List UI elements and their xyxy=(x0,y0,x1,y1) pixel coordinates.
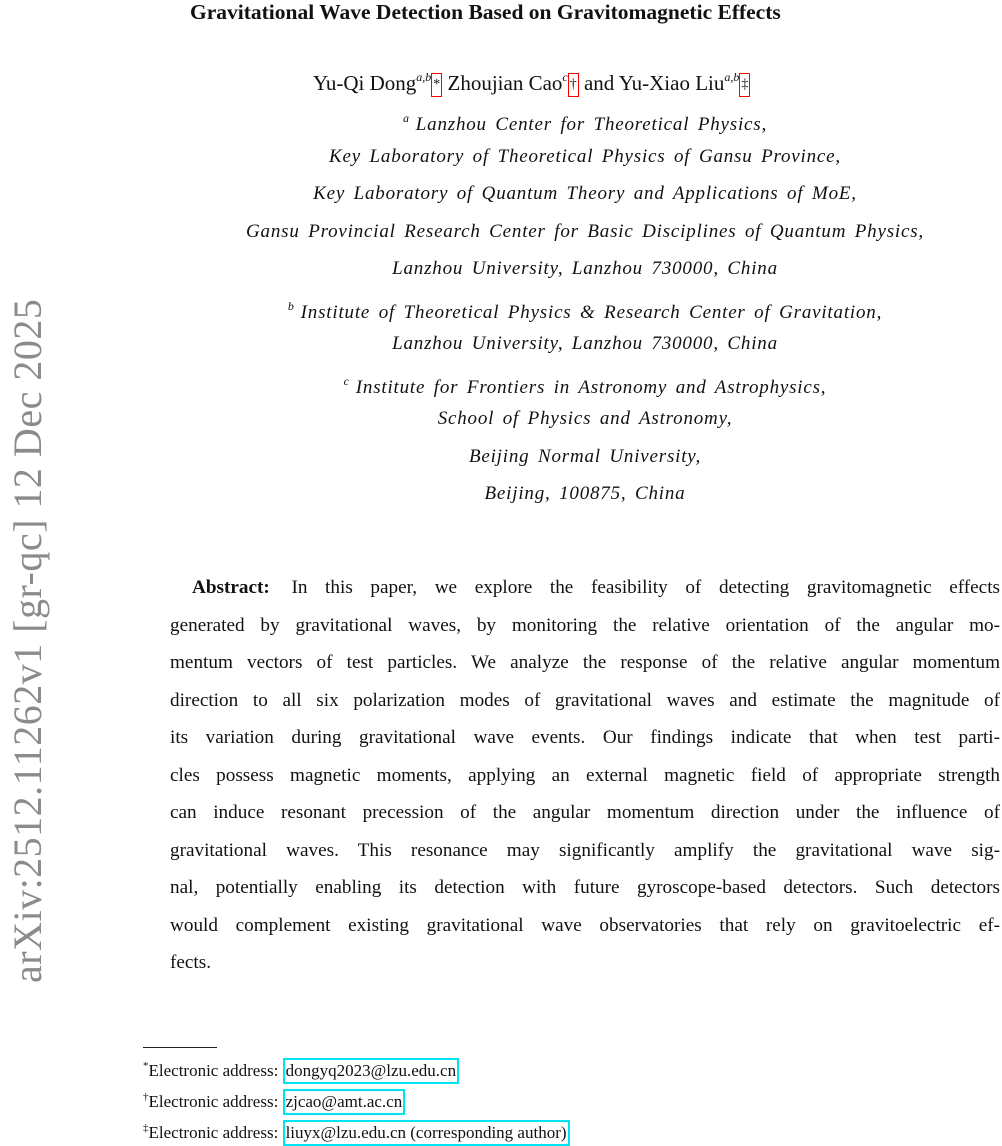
footnote-mark: * xyxy=(143,1060,149,1072)
author-affiliation-sup: a,b xyxy=(724,70,740,84)
paper-title: Gravitational Wave Detection Based on Gravitomagnetic Effects xyxy=(190,0,781,24)
affiliation-line xyxy=(160,363,1002,401)
footnote-link-1[interactable]: * xyxy=(431,73,442,97)
affiliation-text: Institute of Theoretical Physics & Research Center of Gravitation, xyxy=(300,301,883,323)
footnote xyxy=(143,1053,570,1084)
footnote-mark: † xyxy=(143,1091,149,1103)
abstract-label: Abstract: xyxy=(192,577,270,598)
footnote-link-2[interactable]: † xyxy=(568,73,579,97)
affiliation-text: Gansu Provincial Research Center for Basic Disciplines of Quantum Physics, xyxy=(246,220,924,242)
affiliation-line xyxy=(160,213,1002,251)
abstract-line: cles possess magnetic moments, applying an external magnetic field of appropriate strength xyxy=(170,764,1000,786)
abstract-line: fects. xyxy=(170,952,212,973)
authors-conjunction: and xyxy=(583,71,615,95)
footnote-label: Electronic address: xyxy=(148,1123,279,1142)
affiliation-text: Lanzhou University, Lanzhou 730000, China xyxy=(392,333,778,354)
author-name: Yu-Qi Dong xyxy=(313,71,417,95)
footnote-label: Electronic address: xyxy=(148,1092,279,1111)
affiliation-block xyxy=(160,100,1002,513)
abstract-line: can induce resonant precession of the angular momentum direction under the influence of xyxy=(170,802,1000,823)
email-link[interactable]: zjcao@amt.ac.cn xyxy=(283,1089,406,1115)
abstract-line: nal, potentially enabling its detection with future gyroscope-based detectors. Such detectors xyxy=(170,877,1000,898)
footnote xyxy=(143,1115,570,1146)
abstract-text: In this paper, we explore the feasibility of detecting gravitomagnetic effects xyxy=(291,577,1000,598)
affiliation-text: Lanzhou University, Lanzhou 730000, China xyxy=(392,258,778,279)
affiliation-text: Key Laboratory of Theoretical Physics of Gansu Province, xyxy=(329,145,841,167)
affiliation-text: Lanzhou Center for Theoretical Physics, xyxy=(415,114,768,135)
footnote xyxy=(143,1084,570,1115)
affiliation-line xyxy=(160,250,1002,288)
abstract-line: mentum vectors of test particles. We analyze the response of the relative angular momentum xyxy=(170,652,1000,673)
footnote-separator xyxy=(143,1047,217,1048)
abstract-line: its variation during gravitational wave events. Our findings indicate that when test parti- xyxy=(170,727,1000,748)
affiliation-sup: a xyxy=(402,111,410,125)
author-affiliation-sup: c xyxy=(562,70,568,84)
author-name: Yu-Xiao Liu xyxy=(618,71,725,95)
footnote-mark: ‡ xyxy=(143,1122,149,1134)
author-name: Zhoujian Cao xyxy=(447,71,563,95)
abstract-line xyxy=(170,569,1000,607)
affiliation-sup: b xyxy=(287,298,295,313)
affiliation-line xyxy=(160,288,1002,326)
footnotes xyxy=(143,1053,570,1146)
affiliation-line xyxy=(160,438,1002,476)
affiliation-text: School of Physics and Astronomy, xyxy=(437,408,733,429)
affiliation-line xyxy=(160,175,1002,213)
affiliation-line xyxy=(160,400,1002,438)
author-list xyxy=(313,62,750,98)
affiliation-sup: c xyxy=(343,373,350,388)
affiliation-text: Key Laboratory of Quantum Theory and Applications of MoE, xyxy=(313,183,857,204)
affiliation-text: Beijing Normal University, xyxy=(468,445,702,467)
arxiv-identifier-stamp: arXiv:2512.11262v1 [gr-qc] 12 Dec 2025 xyxy=(5,298,50,983)
abstract-line: would complement existing gravitational wave observatories that rely on gravitoelectric ef- xyxy=(170,914,1000,936)
affiliation-line xyxy=(160,100,1002,138)
abstract-line: gravitational waves. This resonance may significantly amplify the gravitational wave sig- xyxy=(170,839,1000,861)
footnote-link-3[interactable]: ‡ xyxy=(739,73,750,97)
affiliation-line xyxy=(160,475,1002,513)
abstract xyxy=(170,569,1000,982)
email-link[interactable]: dongyq2023@lzu.edu.cn xyxy=(283,1058,460,1084)
email-link[interactable]: liuyx@lzu.edu.cn (corresponding author) xyxy=(283,1120,570,1146)
affiliation-text: Institute for Frontiers in Astronomy and Astrophysics, xyxy=(355,376,827,398)
author-affiliation-sup: a,b xyxy=(416,70,432,84)
affiliation-text: Beijing, 100875, China xyxy=(484,483,686,504)
affiliation-line xyxy=(160,325,1002,363)
affiliation-line xyxy=(160,138,1002,176)
footnote-label: Electronic address: xyxy=(148,1061,279,1080)
abstract-line: generated by gravitational waves, by monitoring the relative orientation of the angular mo- xyxy=(170,614,1000,636)
abstract-line: direction to all six polarization modes of gravitational waves and estimate the magnitude of xyxy=(170,689,1000,711)
